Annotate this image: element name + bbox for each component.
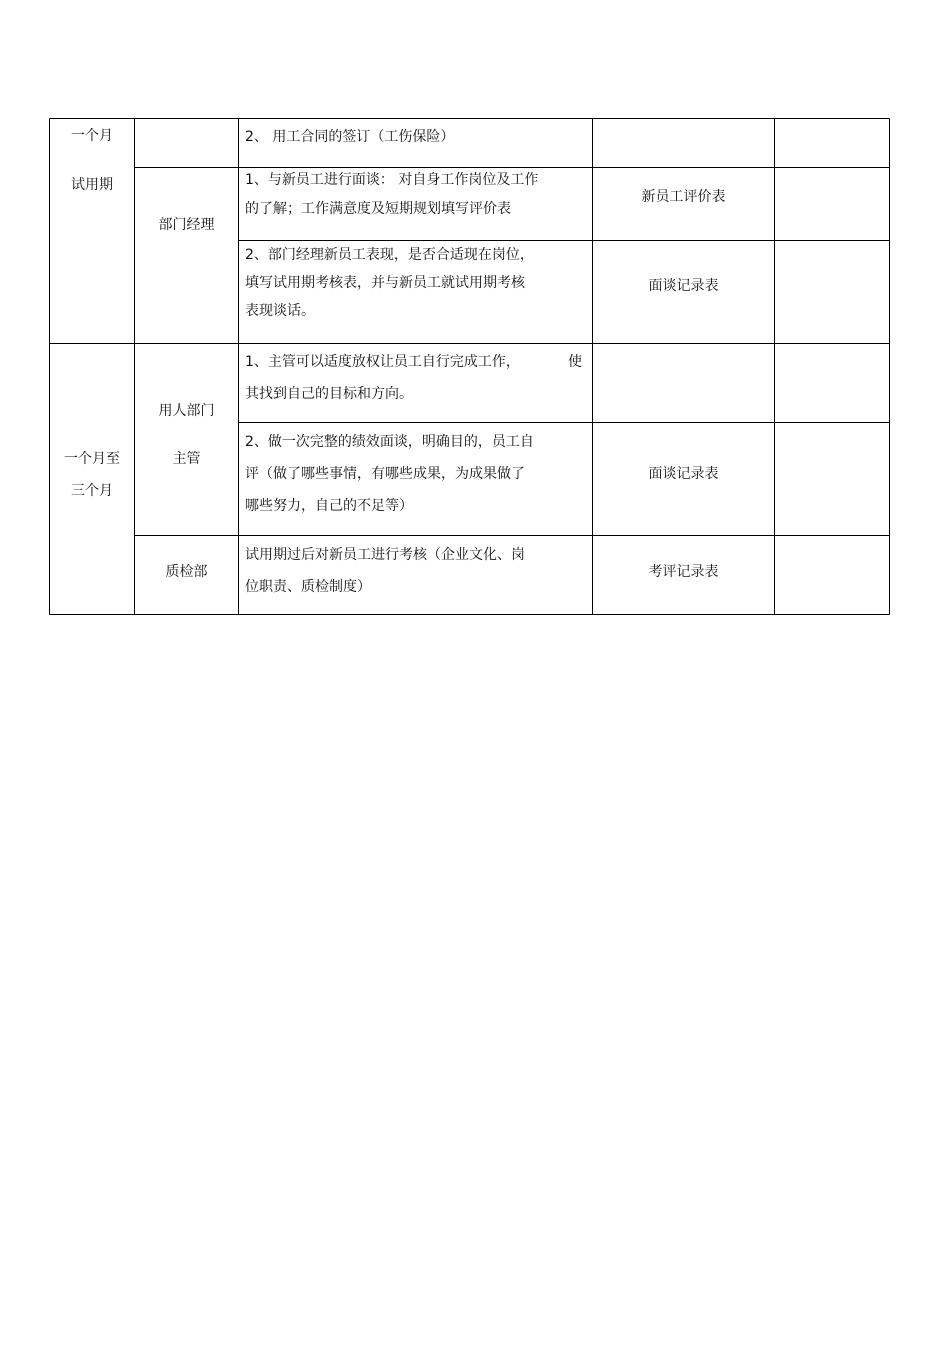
row3-content-line2: 填写试用期考核表，并与新员工就试用期考核 xyxy=(245,275,525,291)
row4-content-line2: 其找到自己的目标和方向。 xyxy=(245,386,413,402)
row5-content-line1: 2、做一次完整的绩效面谈，明确目的，员工自 xyxy=(245,434,534,450)
row6-form: 考评记录表 xyxy=(648,564,719,580)
row2-content-line1: 1、与新员工进行面谈： 对自身工作岗位及工作 xyxy=(245,172,539,188)
row5-content-line2: 评（做了哪些事情，有哪些成果，为成果做了 xyxy=(245,466,525,482)
row2-form: 新员工评价表 xyxy=(641,189,726,205)
row6-content-line2: 位职责、质检制度） xyxy=(245,579,371,595)
responsible-qc-dept: 质检部 xyxy=(165,564,208,580)
responsible-hiring-dept: 用人部门 xyxy=(158,403,215,419)
period-label-probation: 试用期 xyxy=(71,177,113,193)
row6-content-line1: 试用期过后对新员工进行考核（企业文化、岗 xyxy=(245,547,525,563)
row1-content: 2、 用工合同的签订（工伤保险） xyxy=(245,129,455,145)
row4-content-line1: 1、主管可以适度放权让员工自行完成工作， xyxy=(245,354,520,370)
row4-content-line1-tail: 使 xyxy=(568,354,582,370)
row5-content-line3: 哪些努力，自己的不足等） xyxy=(245,498,413,514)
row5-form: 面谈记录表 xyxy=(648,466,719,482)
period-label-three-months: 三个月 xyxy=(71,483,113,499)
row3-content-line1: 2、部门经理新员工表现，是否合适现在岗位， xyxy=(245,247,534,263)
period-label-one-to-three: 一个月至 xyxy=(64,451,120,467)
row2-content-line2: 的了解；工作满意度及短期规划填写评价表 xyxy=(245,201,511,217)
row3-content-line3: 表现谈话。 xyxy=(245,303,315,319)
period-label-one-month: 一个月 xyxy=(71,128,113,144)
row3-form: 面谈记录表 xyxy=(648,278,719,294)
responsible-supervisor: 主管 xyxy=(172,451,201,467)
responsible-dept-manager: 部门经理 xyxy=(158,217,215,233)
